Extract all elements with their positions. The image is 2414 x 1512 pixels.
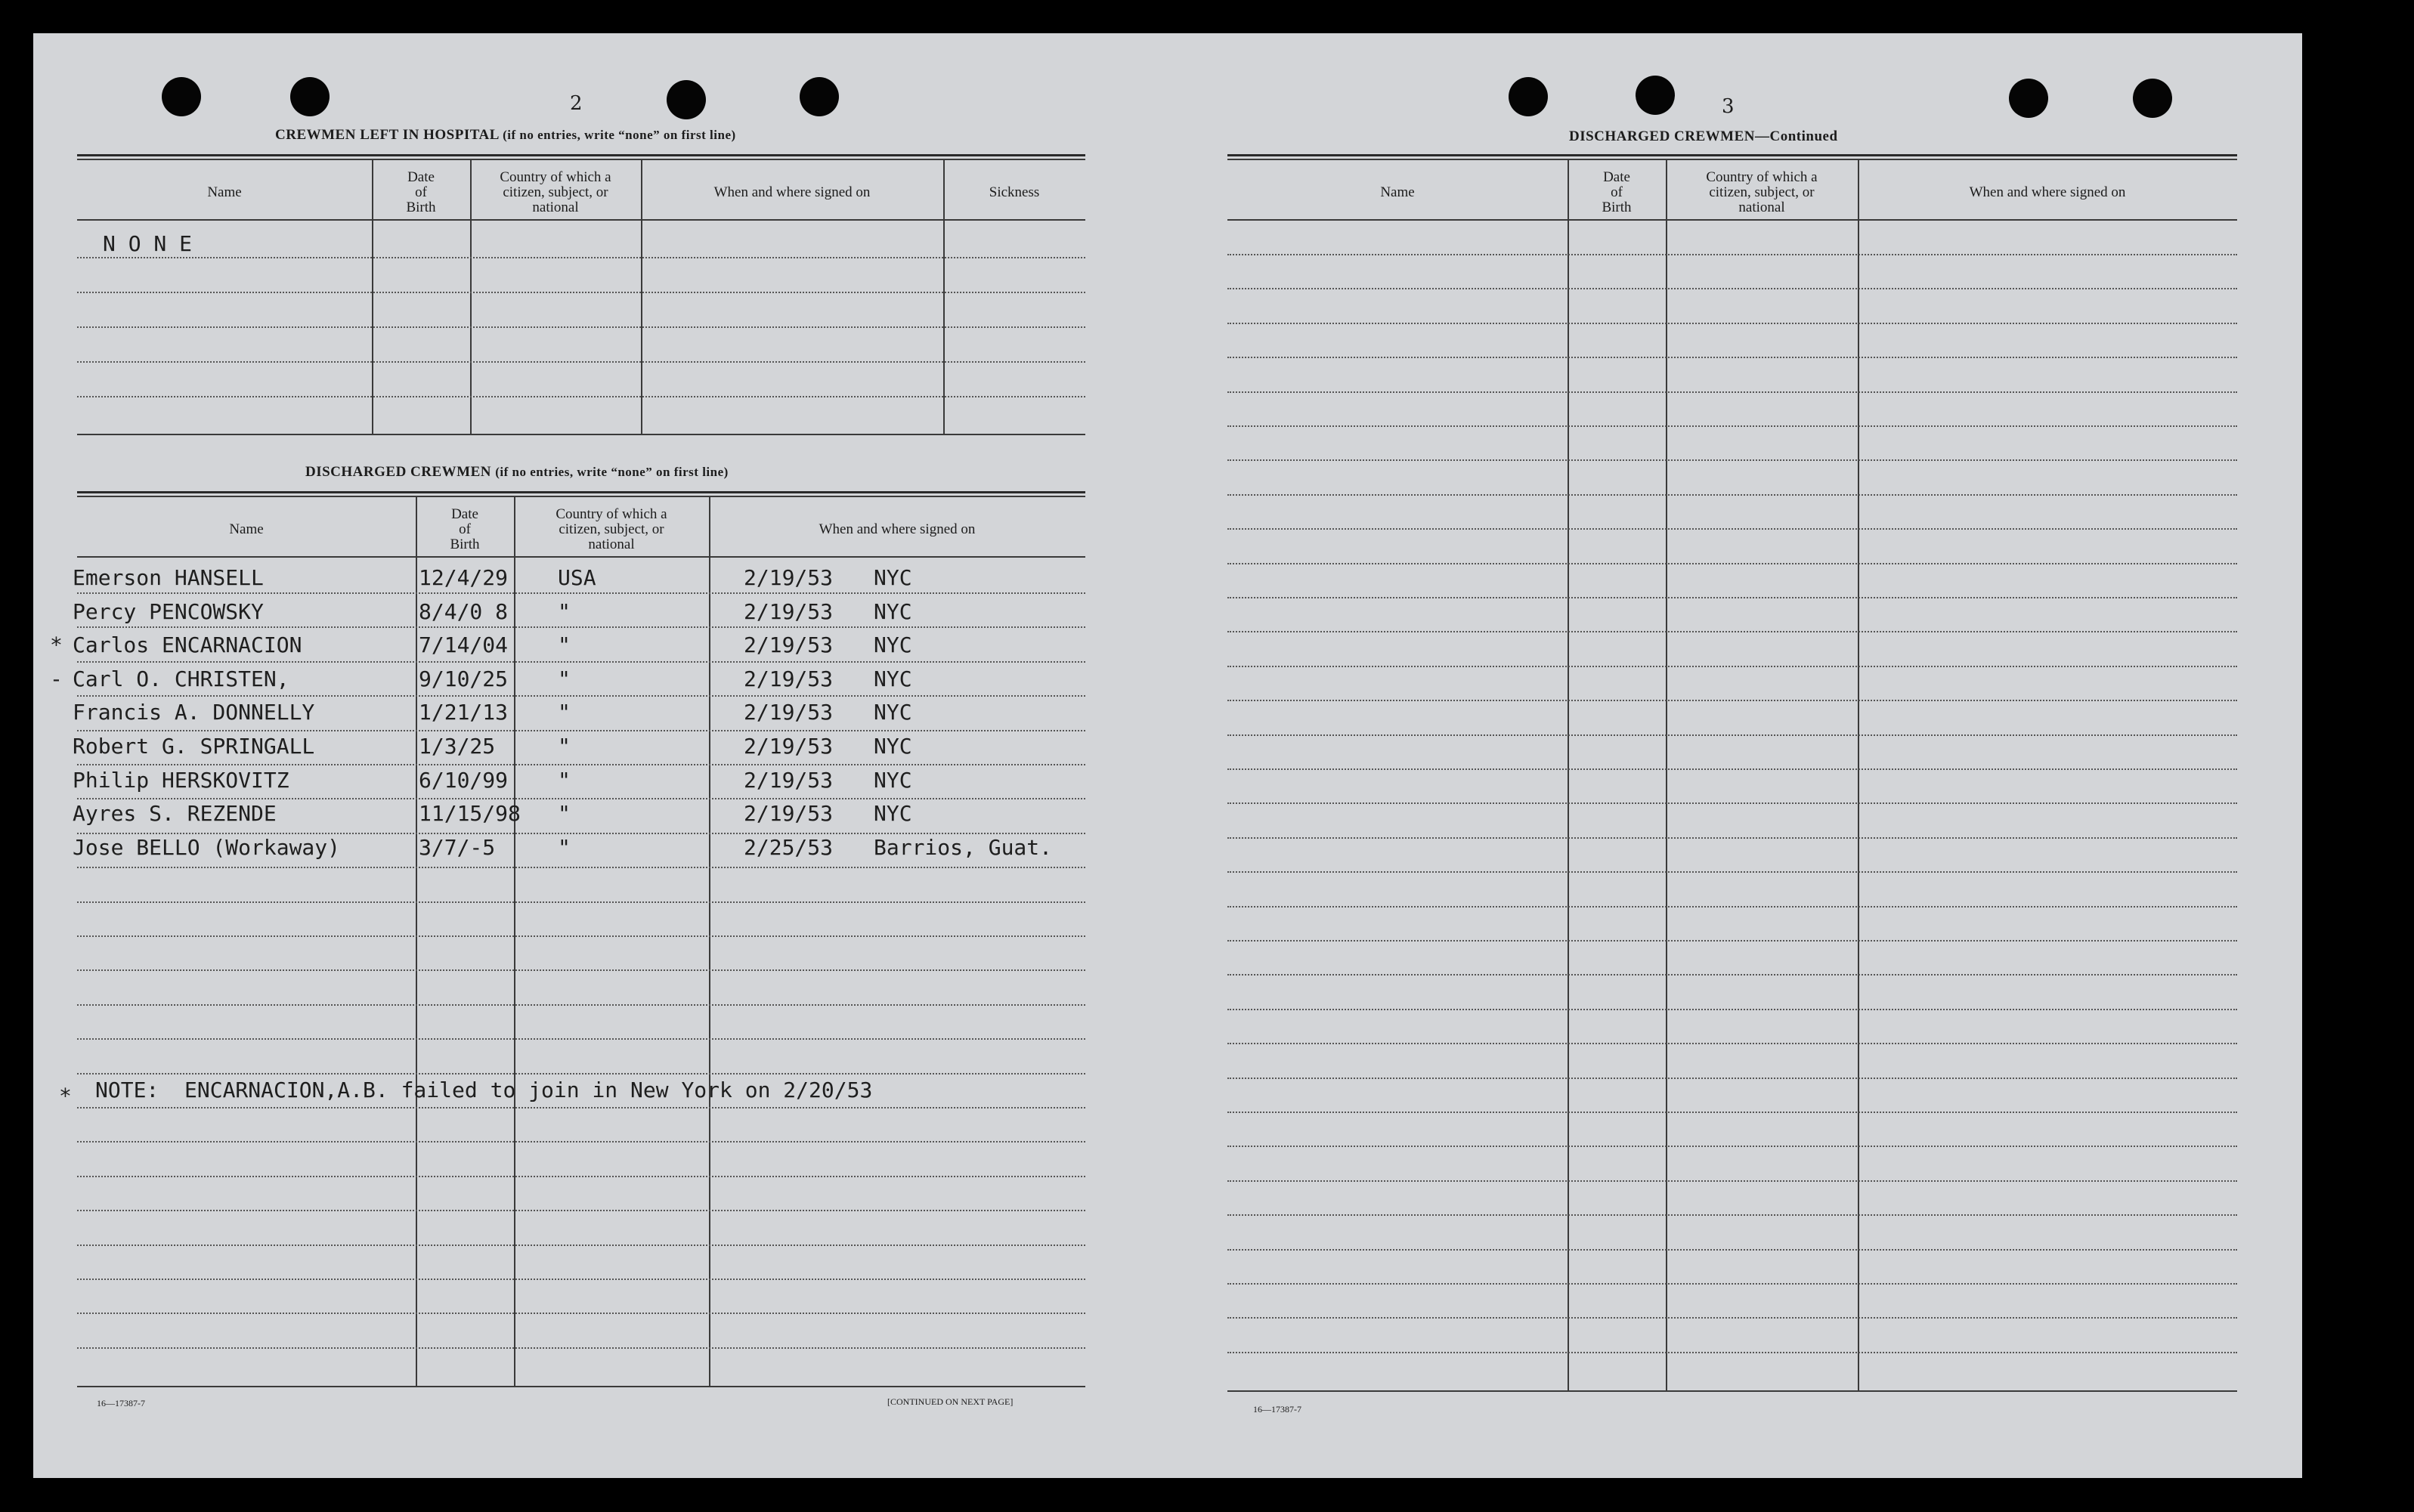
hospital-bottom-rule <box>77 434 1085 435</box>
punch-hole <box>667 80 706 119</box>
discharged-continued-row-line <box>1227 666 2237 667</box>
form-number-right: 16—17387-7 <box>1253 1404 1301 1415</box>
hospital-row-line <box>77 292 1085 293</box>
crew-date: 2/19/53 <box>744 598 834 624</box>
hospital-row-line <box>77 257 1085 258</box>
discharged-continued-column-rule <box>1858 160 1859 1390</box>
discharged-continued-row-line <box>1227 974 2237 976</box>
crew-dob: 3/7/-5 <box>419 834 496 860</box>
crew-name: Ayres S. REZENDE <box>73 801 277 827</box>
discharged-continued-row-line <box>1227 837 2237 839</box>
discharged-continued-row-line <box>1227 1009 2237 1010</box>
crew-dob: 7/14/04 <box>419 632 509 658</box>
discharged-row-line <box>77 969 1085 971</box>
discharged-continued-column-rule <box>1666 160 1667 1390</box>
crew-name: Francis A. DONNELLY <box>73 700 315 725</box>
crew-dob: 1/21/13 <box>419 700 509 725</box>
crew-place: NYC <box>874 734 912 759</box>
hospital-column-header: Name <box>207 184 242 200</box>
discharged-continued-row-line <box>1227 288 2237 289</box>
crew-date: 2/19/53 <box>744 632 834 658</box>
crew-country: " <box>558 801 571 827</box>
discharged-continued-row-line <box>1227 1112 2237 1113</box>
discharged-continued-row-line <box>1227 700 2237 701</box>
discharged-continued-row-line <box>1227 1352 2237 1353</box>
crew-place: NYC <box>874 666 912 691</box>
page-number-left: 2 <box>570 92 583 115</box>
hospital-row-line <box>77 361 1085 363</box>
discharged-row-line <box>77 1004 1085 1006</box>
crew-place: NYC <box>874 767 912 793</box>
punch-hole <box>800 77 839 116</box>
crew-date: 2/19/53 <box>744 801 834 827</box>
right-table-top-rule-2 <box>1227 159 2237 160</box>
crew-country: " <box>558 598 571 624</box>
page-number-right: 3 <box>1722 95 1735 118</box>
hospital-row-line <box>77 326 1085 328</box>
discharged-row-line <box>77 764 1085 765</box>
discharged-table-top-rule-2 <box>77 496 1085 497</box>
crew-mark: - <box>50 666 63 691</box>
discharged-row-line <box>77 1210 1085 1211</box>
discharged-row-line <box>77 1176 1085 1177</box>
discharged-row-line <box>77 1107 1085 1108</box>
crew-place: NYC <box>874 700 912 725</box>
crew-date: 2/19/53 <box>744 700 834 725</box>
discharged-continued-row-line <box>1227 1146 2237 1147</box>
discharged-row-line <box>77 833 1085 834</box>
crew-country: " <box>558 734 571 759</box>
discharged-continued-column-rule <box>1568 160 1569 1390</box>
hospital-column-header: Sickness <box>989 184 1040 200</box>
discharged-column-header: When and where signed on <box>819 521 976 537</box>
discharged-row-line <box>77 1245 1085 1246</box>
punch-hole <box>290 77 330 116</box>
crew-dob: 11/15/98 <box>419 801 521 827</box>
crew-country: " <box>558 700 571 725</box>
discharged-row-line <box>77 867 1085 868</box>
crew-dob: 8/4/0 8 <box>419 598 509 624</box>
discharged-continued-row-line <box>1227 494 2237 496</box>
discharged-continued-row-line <box>1227 1078 2237 1079</box>
discharged-continued-row-line <box>1227 1043 2237 1044</box>
discharged-row-line <box>77 626 1085 628</box>
discharged-row-line <box>77 901 1085 903</box>
punch-hole <box>162 77 201 116</box>
discharged-continued-column-header: Country of which a citizen, subject, or national <box>1706 169 1818 215</box>
discharged-row-line <box>77 592 1085 594</box>
crew-country: " <box>558 632 571 658</box>
discharged-row-line <box>77 1141 1085 1143</box>
discharged-continued-column-header: Date of Birth <box>1602 169 1632 215</box>
crew-place: NYC <box>874 598 912 624</box>
discharged-column-rule <box>416 497 417 1386</box>
discharged-continued-row-line <box>1227 906 2237 908</box>
crew-place: NYC <box>874 632 912 658</box>
hospital-column-header: When and where signed on <box>713 184 871 200</box>
discharged-row-line <box>77 730 1085 731</box>
hospital-column-header: Country of which a citizen, subject, or national <box>500 169 611 215</box>
discharged-header-rule <box>77 556 1085 558</box>
crew-place: NYC <box>874 801 912 827</box>
crew-country: " <box>558 666 571 691</box>
discharged-row-line <box>77 1073 1085 1074</box>
hospital-header-rule <box>77 219 1085 221</box>
discharged-continued-title: DISCHARGED CREWMEN—Continued <box>1569 128 1838 144</box>
punch-hole <box>1509 77 1548 116</box>
hospital-table-top-rule-2 <box>77 159 1085 160</box>
discharged-continued-row-line <box>1227 323 2237 324</box>
hospital-section-title <box>275 127 736 144</box>
crew-country: " <box>558 834 571 860</box>
discharged-continued-row-line <box>1227 768 2237 770</box>
discharged-continued-row-line <box>1227 734 2237 736</box>
crew-dob: 12/4/29 <box>419 565 509 590</box>
discharged-continued-row-line <box>1227 357 2237 358</box>
hospital-row-line <box>77 396 1085 397</box>
discharged-continued-row-line <box>1227 459 2237 461</box>
crew-name: Robert G. SPRINGALL <box>73 734 315 759</box>
discharged-row-line <box>77 695 1085 697</box>
crew-name: Jose BELLO (Workaway) <box>73 834 341 860</box>
crew-date: 2/19/53 <box>744 734 834 759</box>
crew-dob: 1/3/25 <box>419 734 496 759</box>
crew-country: USA <box>558 565 596 590</box>
discharged-table-top-rule <box>77 491 1085 493</box>
crew-date: 2/19/53 <box>744 767 834 793</box>
discharged-continued-row-line <box>1227 1180 2237 1182</box>
crew-name: Percy PENCOWSKY <box>73 598 264 624</box>
note-text: NOTE: ENCARNACION,A.B. failed to join in New York on 2/20/53 <box>95 1078 873 1102</box>
discharged-continued-column-header: When and where signed on <box>1969 184 2126 200</box>
crew-name: Emerson HANSELL <box>73 565 264 590</box>
hospital-none-entry: N O N E <box>103 231 193 256</box>
discharged-column-rule <box>709 497 710 1386</box>
crew-dob: 9/10/25 <box>419 666 509 691</box>
discharged-column-header: Name <box>229 521 264 537</box>
form-number-left: 16—17387-7 <box>97 1398 145 1408</box>
discharged-continued-row-line <box>1227 1317 2237 1319</box>
hospital-column-header: Date of Birth <box>406 169 436 215</box>
discharged-row-line <box>77 935 1085 937</box>
discharged-continued-row-line <box>1227 1249 2237 1251</box>
discharged-row-line <box>77 661 1085 663</box>
discharged-row-line <box>77 1347 1085 1349</box>
crew-date: 2/19/53 <box>744 666 834 691</box>
punch-hole <box>2133 79 2172 118</box>
discharged-continued-row-line <box>1227 940 2237 942</box>
discharged-column-rule <box>514 497 515 1386</box>
crew-country: " <box>558 767 571 793</box>
discharged-continued-row-line <box>1227 563 2237 564</box>
discharged-bottom-rule <box>77 1386 1085 1387</box>
discharged-row-line <box>77 798 1085 799</box>
discharged-continued-row-line <box>1227 1283 2237 1285</box>
discharged-continued-row-line <box>1227 425 2237 427</box>
discharged-continued-row-line <box>1227 871 2237 873</box>
crew-date: 2/25/53 <box>744 834 834 860</box>
discharged-column-header: Date of Birth <box>450 506 480 552</box>
crew-name: Carl O. CHRISTEN, <box>73 666 289 691</box>
discharged-continued-row-line <box>1227 631 2237 632</box>
crew-mark: * <box>50 632 63 658</box>
crew-date: 2/19/53 <box>744 565 834 590</box>
discharged-row-line <box>77 1038 1085 1040</box>
hospital-title-text: CREWMEN LEFT IN HOSPITAL <box>275 127 499 143</box>
punch-hole <box>1636 76 1675 115</box>
discharged-continued-row-line <box>1227 254 2237 255</box>
discharged-continued-header-rule <box>1227 219 2237 221</box>
continued-note: [CONTINUED ON NEXT PAGE] <box>887 1396 1014 1407</box>
discharged-row-line <box>77 1279 1085 1280</box>
hospital-table-top-rule <box>77 154 1085 156</box>
discharged-continued-row-line <box>1227 391 2237 393</box>
document-sheet <box>33 33 2302 1478</box>
crew-name: Philip HERSKOVITZ <box>73 767 289 793</box>
discharged-section-title <box>305 464 729 481</box>
discharged-row-line <box>77 1313 1085 1314</box>
discharged-continued-bottom-rule <box>1227 1390 2237 1392</box>
discharged-continued-row-line <box>1227 802 2237 804</box>
right-table-top-rule <box>1227 154 2237 156</box>
discharged-column-header: Country of which a citizen, subject, or national <box>556 506 667 552</box>
crew-place: Barrios, Guat. <box>874 834 1053 860</box>
discharged-continued-row-line <box>1227 528 2237 530</box>
crew-name: Carlos ENCARNACION <box>73 632 302 658</box>
note-mark: * <box>59 1084 72 1108</box>
crew-place: NYC <box>874 565 912 590</box>
hospital-subtitle-text: (if no entries, write “none” on first line) <box>503 128 736 142</box>
discharged-subtitle-text: (if no entries, write “none” on first line) <box>495 465 729 479</box>
discharged-continued-row-line <box>1227 1214 2237 1216</box>
discharged-title-text: DISCHARGED CREWMEN <box>305 464 491 480</box>
crew-dob: 6/10/99 <box>419 767 509 793</box>
discharged-continued-row-line <box>1227 597 2237 598</box>
discharged-continued-column-header: Name <box>1380 184 1415 200</box>
punch-hole <box>2009 79 2048 118</box>
